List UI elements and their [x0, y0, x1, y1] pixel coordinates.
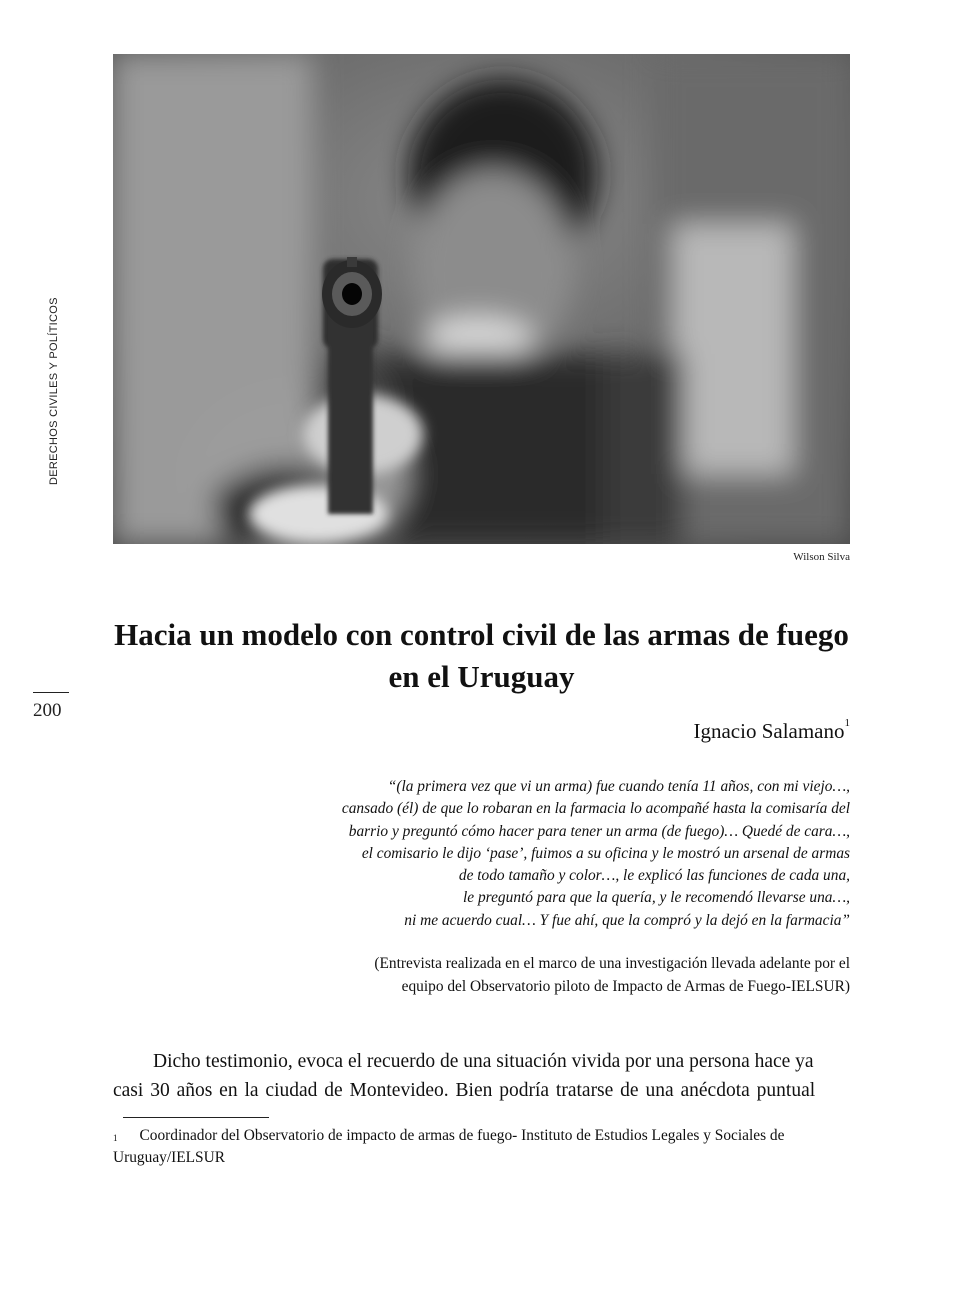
- epigraph-line: barrio y preguntó cómo hacer para tener un arma (de fuego)… Quedé de cara…,: [348, 822, 850, 840]
- body-line: casi 30 años en la ciudad de Montevideo. Bien podría tratarse de una anécdota puntual: [113, 1080, 816, 1101]
- article-title: Hacia un modelo con control civil de las armas de fuego en el Uruguay: [114, 617, 849, 694]
- epigraph-line: cansado (él) de que lo robaran en la farmacia lo acompañé hasta la comisaría del: [341, 800, 850, 818]
- body-paragraph: [113, 1047, 850, 1105]
- author-name: Ignacio Salamano: [693, 719, 845, 743]
- epigraph-source-line: equipo del Observatorio piloto de Impacto de Armas de Fuego-IELSUR): [401, 978, 850, 995]
- epigraph-line: le preguntó para que la quería, y le recomendó llevarse una…,: [463, 889, 850, 907]
- running-header: DERECHOS CIVILES Y POLÍTICOS: [48, 297, 60, 485]
- article-photo: [113, 54, 850, 544]
- author-footnote-mark: 1: [844, 717, 850, 729]
- epigraph-line: el comisario le dijo ‘pase’, fuimos a su oficina y le mostró un arsenal de armas: [361, 844, 850, 862]
- footnote-rule: [123, 1117, 269, 1118]
- footnote: [113, 1125, 850, 1169]
- footnote-text: Coordinador del Observatorio de impacto de armas de fuego- Instituto de Estudios Legales y Sociales de Uruguay/IELSUR: [113, 1127, 785, 1166]
- epigraph-quote: [290, 776, 850, 932]
- epigraph-line: “(la primera vez que vi un arma) fue cuando tenía 11 años, con mi viejo…,: [387, 778, 850, 795]
- page-number-rule: [33, 692, 69, 693]
- photo-caption: Wilson Silva: [793, 551, 850, 563]
- footnote-mark: 1: [113, 1133, 118, 1143]
- article-author: [693, 719, 850, 744]
- epigraph-source: [290, 952, 850, 998]
- epigraph-source-line: (Entrevista realizada en el marco de una investigación llevada adelante por el: [374, 955, 850, 972]
- epigraph-line: de todo tamaño y color…, le explicó las funciones de cada una,: [458, 867, 850, 885]
- epigraph-line: ni me acuerdo cual… Y fue ahí, que la compró y la dejó en la farmacia”: [404, 911, 850, 929]
- page-number: 200: [33, 700, 62, 721]
- body-line: Dicho testimonio, evoca el recuerdo de una situación vivida por una persona hace ya: [153, 1051, 814, 1072]
- photo-person-pointing-revolver-icon: [113, 54, 850, 544]
